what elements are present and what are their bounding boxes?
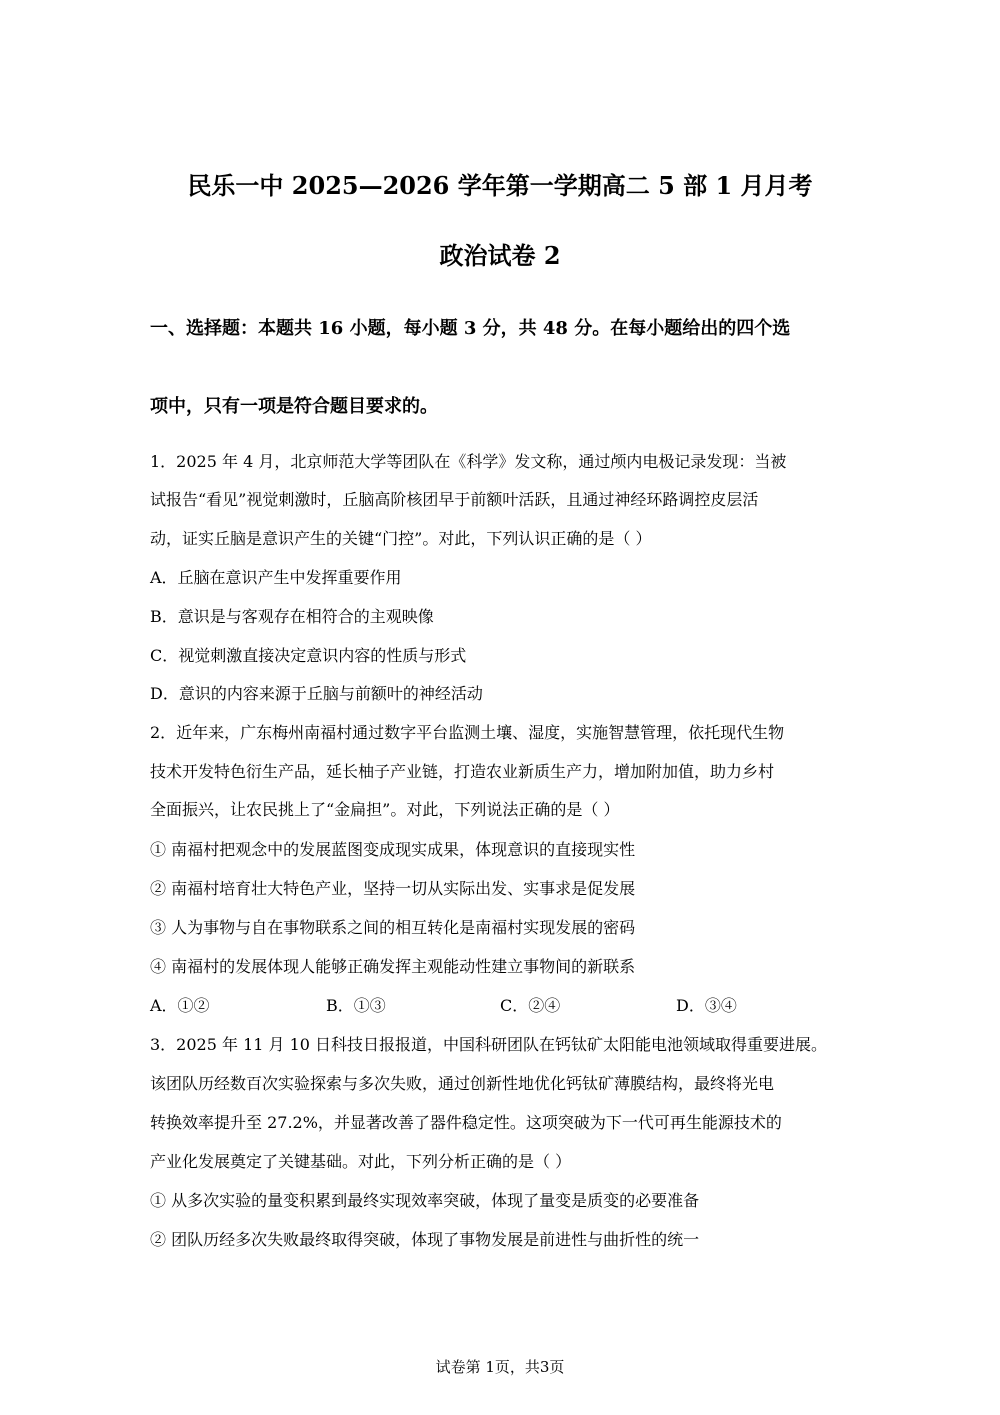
question-1-option-c: C．视觉刺激直接决定意识内容的性质与形式 (150, 646, 467, 665)
question-2-statement-4: ④ 南福村的发展体现人能够正确发挥主观能动性建立事物间的新联系 (150, 957, 636, 976)
question-2-stem-line-1: 2．近年来，广东梅州南福村通过数字平台监测土壤、湿度，实施智慧管理，依托现代生物 (150, 723, 785, 742)
page-footer: 试卷第 1页，共3页 (435, 1358, 565, 1376)
question-2-statement-3: ③ 人为事物与自在事物联系之间的相互转化是南福村实现发展的密码 (150, 918, 636, 937)
question-3-stem-line-1: 3．2025 年 11 月 10 日科技日报报道，中国科研团队在钙钛矿太阳能电池领域取得重要进展。 (150, 1035, 828, 1054)
question-1-option-d: D．意识的内容来源于丘脑与前额叶的神经活动 (150, 684, 483, 703)
exam-subtitle: 政治试卷 2 (439, 241, 561, 270)
exam-title: 民乐一中 2025—2026 学年第一学期高二 5 部 1 月月考 (187, 171, 813, 200)
question-1-stem-line-2: 试报告“看见”视觉刺激时，丘脑高阶核团早于前额叶活跃，且通过神经环路调控皮层活 (150, 490, 759, 509)
question-3-statement-1: ① 从多次实验的量变积累到最终实现效率突破，体现了量变是质变的必要准备 (150, 1191, 700, 1210)
question-1-stem-line-1: 1．2025 年 4 月，北京师范大学等团队在《科学》发文称，通过颅内电极记录发现：当被 (150, 452, 787, 471)
question-2-option-b: B．①③ (326, 996, 386, 1015)
question-3-stem-line-2: 该团队历经数百次实验探索与多次失败，通过创新性地优化钙钛矿薄膜结构，最终将光电 (150, 1074, 775, 1093)
section-heading-line-2: 项中，只有一项是符合题目要求的。 (150, 396, 438, 417)
question-2-option-c: C．②④ (500, 996, 561, 1015)
question-2-stem-line-2: 技术开发特色衍生产品，延长柚子产业链，打造农业新质生产力，增加附加值，助力乡村 (150, 762, 775, 781)
question-2-option-a: A．①② (150, 996, 210, 1015)
question-2-stem-line-3: 全面振兴，让农民挑上了“金扁担”。对此，下列说法正确的是（ ） (150, 800, 620, 819)
question-3-stem-line-4: 产业化发展奠定了关键基础。对此，下列分析正确的是（ ） (150, 1152, 572, 1171)
section-heading-line-1: 一、选择题：本题共 16 小题，每小题 3 分，共 48 分。在每小题给出的四个选 (150, 318, 791, 339)
question-2-statement-1: ① 南福村把观念中的发展蓝图变成现实成果，体现意识的直接现实性 (150, 840, 636, 859)
question-3-statement-2: ② 团队历经多次失败最终取得突破，体现了事物发展是前进性与曲折性的统一 (150, 1230, 700, 1249)
question-1-stem-line-3: 动，证实丘脑是意识产生的关键“门控”。对此，下列认识正确的是（ ） (150, 529, 652, 548)
question-2-statement-2: ② 南福村培育壮大特色产业，坚持一切从实际出发、实事求是促发展 (150, 879, 636, 898)
question-3-stem-line-3: 转换效率提升至 27.2%，并显著改善了器件稳定性。这项突破为下一代可再生能源技术的 (150, 1113, 782, 1132)
question-2-option-d: D．③④ (676, 996, 737, 1015)
question-1-option-b: B．意识是与客观存在相符合的主观映像 (150, 607, 434, 626)
question-1-option-a: A．丘脑在意识产生中发挥重要作用 (150, 568, 402, 587)
